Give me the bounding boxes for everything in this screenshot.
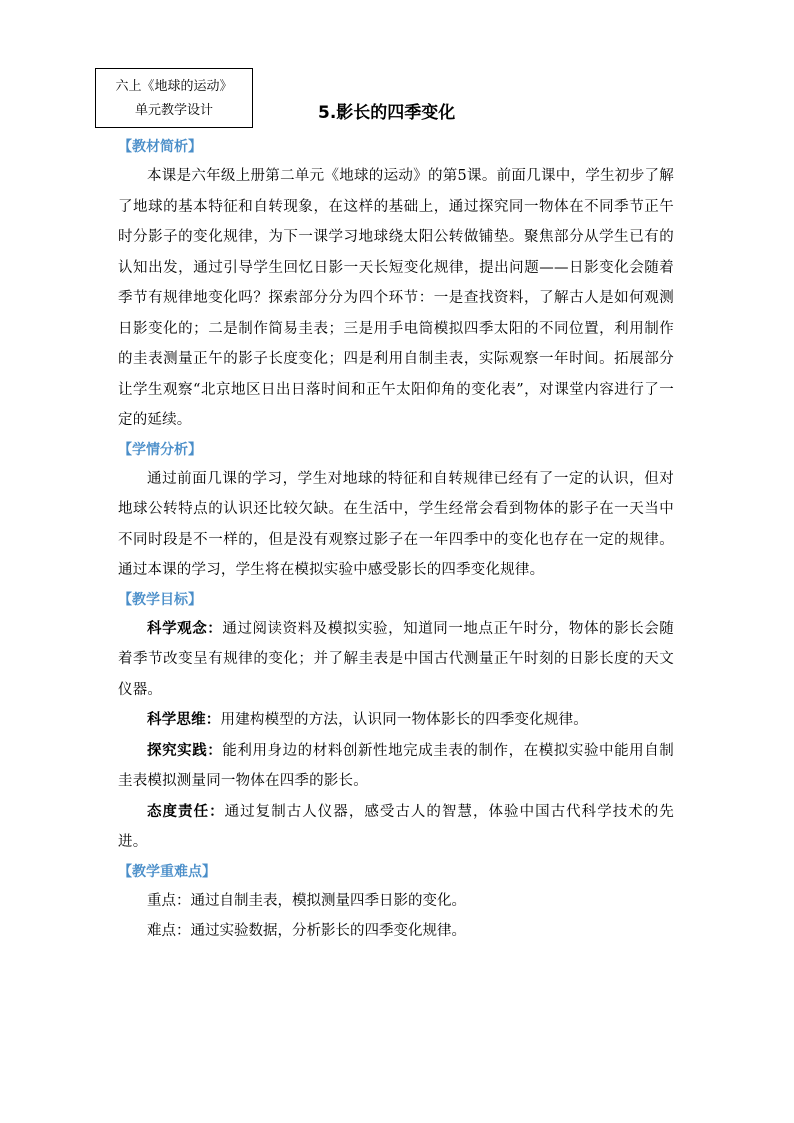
goal-text: 用建构模型的方法，认识同一物体影长的四季变化规律。 bbox=[220, 712, 588, 728]
document-body bbox=[118, 133, 674, 947]
unit-label-line1: 六上《地球的运动》 bbox=[115, 79, 233, 94]
goal-item bbox=[118, 705, 674, 736]
goal-item bbox=[118, 797, 674, 858]
unit-label-line2: 单元教学设计 bbox=[134, 103, 213, 118]
goal-label: 科学观念： bbox=[147, 619, 223, 637]
goal-text: 能利用身边的材料创新性地完成圭表的制作，在模拟实验中能用自制圭表模拟测量同一物体在四季的影长。 bbox=[118, 742, 675, 789]
goal-label: 态度责任： bbox=[147, 802, 225, 820]
analysis-paragraph: 本课是六年级上册第二单元《地球的运动》的第5课。前面几课中，学生初步了解了地球的基本特征和自转现象，在这样的基础上，通过探究同一物体在不同季节正午时分影子的变化规律，为下一课学习地球绕太阳公转做铺垫。聚焦部分从学生已有的认知出发，通过引导学生回忆日影一天长短变化规律，提出问题——日影变化会随着季节有规律地变化吗？探索部分分为四个环节：一是查找资料，了解古人是如何观测日影变化的；二是制作简易圭表；三是用手电筒模拟四季太阳的不同位置，利用制作的圭表测量正午的影子长度变化；四是利用自制圭表，实际观察一年时间。拓展部分让学生观察“北京地区日出日落时间和正午太阳仰角的变化表”，对课堂内容进行了一定的延续。 bbox=[118, 168, 674, 428]
goal-text: 通过复制古人仪器，感受古人的智慧，体验中国古代科学技术的先进。 bbox=[118, 803, 674, 850]
lesson-title: 5.影长的四季变化 bbox=[318, 103, 456, 123]
key-point-difficulty: 难点：通过实验数据，分析影长的四季变化规律。 bbox=[147, 923, 466, 939]
goal-text: 通过阅读资料及模拟实验，知道同一地点正午时分，物体的影长会随着季节改变呈有规律的变化；并了解圭表是中国古代测量正午时刻的日影长度的天文仪器。 bbox=[118, 620, 675, 698]
section-heading-goals: 【教学目标】 bbox=[118, 591, 202, 608]
students-paragraph: 通过前面几课的学习，学生对地球的特征和自转规律已经有了一定的认识，但对地球公转特点的认识还比较欠缺。在生活中，学生经常会看到物体的影子在一天当中不同时段是不一样的，但是没有观察过影子在一年四季中的变化也存在一定的规律。通过本课的学习，学生将在模拟实验中感受影长的四季变化规律。 bbox=[118, 470, 674, 578]
section-heading-students: 【学情分析】 bbox=[118, 441, 202, 458]
section-heading-key-points: 【教学重难点】 bbox=[118, 863, 216, 880]
unit-label-box bbox=[95, 68, 253, 128]
goal-item bbox=[118, 736, 674, 797]
key-point-focus: 重点：通过自制圭表，模拟测量四季日影的变化。 bbox=[147, 892, 466, 909]
section-heading-analysis: 【教材简析】 bbox=[118, 139, 202, 155]
goal-item bbox=[118, 614, 674, 706]
goal-label: 探究实践： bbox=[147, 741, 223, 759]
goal-label: 科学思维： bbox=[147, 711, 221, 728]
